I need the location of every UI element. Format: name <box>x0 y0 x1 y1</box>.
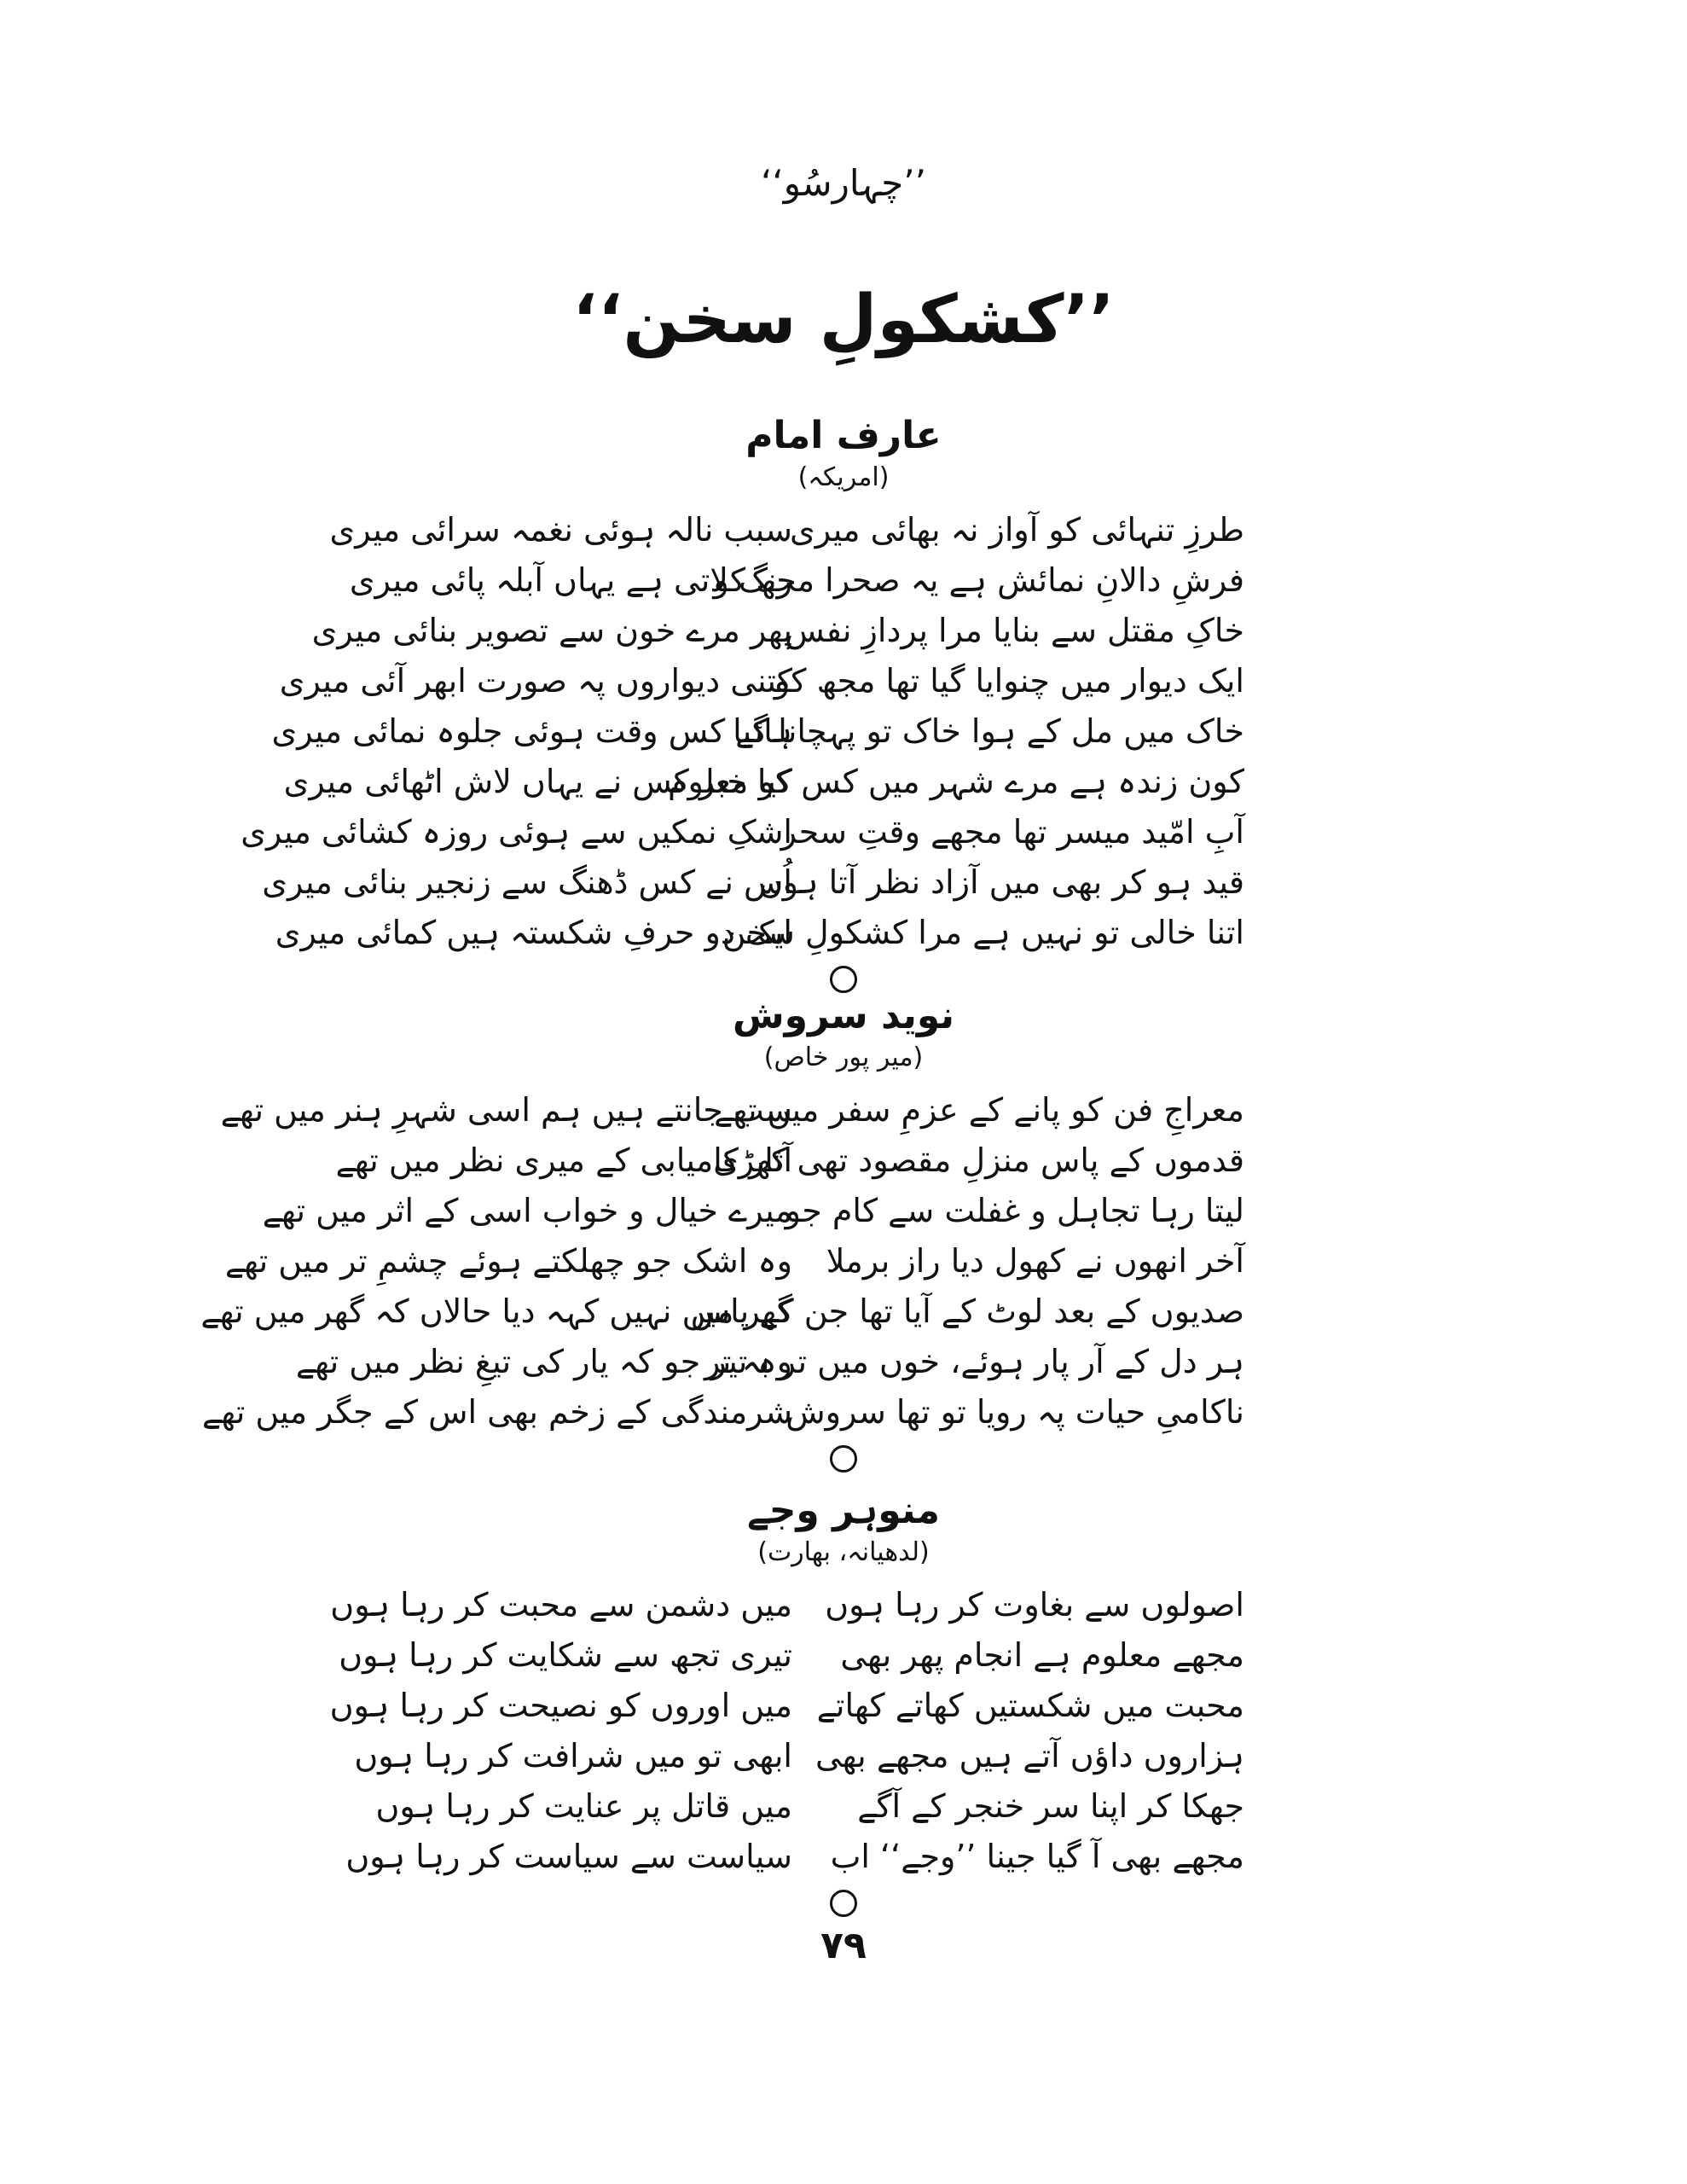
couplet <box>0 1831 1687 1881</box>
misra-second: اُس نے کس ڈھنگ سے زنجیر بنائی میری <box>262 863 792 901</box>
misra-second: میں دشمن سے محبت کر رہا ہوں <box>330 1585 792 1623</box>
misra-first: قدموں کے پاس منزلِ مقصود تھی کھڑی <box>713 1141 1244 1179</box>
misra-first: خاکِ مقتل سے بنایا مرا پردازِ نفس <box>785 611 1244 649</box>
section-title: ’’کشکولِ سخن‘‘ <box>572 282 1115 358</box>
circle-separator-icon <box>0 1890 1687 1920</box>
misra-first: طرزِ تنہائی کو آواز نہ بھائی میری <box>789 510 1244 549</box>
misra-second: رنگ لاتی ہے یہاں آبلہ پائی میری <box>349 561 792 599</box>
couplet <box>0 706 1687 756</box>
couplet <box>0 504 1687 555</box>
circle-separator-icon <box>0 966 1687 996</box>
misra-first: اصولوں سے بغاوت کر رہا ہوں <box>825 1585 1244 1623</box>
misra-first: لیتا رہا تجاہل و غفلت سے کام جو <box>785 1191 1244 1229</box>
poet-name: منوہر وجے <box>746 1489 941 1532</box>
misra-second: سبب نالہ ہوئی نغمہ سرائی میری <box>329 510 792 549</box>
couplet <box>0 907 1687 957</box>
misra-first: قید ہو کر بھی میں آزاد نظر آتا ہوں <box>758 863 1244 901</box>
couplet <box>0 1185 1687 1235</box>
misra-first: ہر دل کے آر پار ہوئے، خوں میں تر بہ تر <box>704 1342 1244 1380</box>
misra-first: محبت میں شکستیں کھاتے کھاتے <box>816 1686 1244 1724</box>
misra-second: سب جانتے ہیں ہم اسی شہرِ ہنر میں تھے <box>220 1090 792 1129</box>
misra-second: وہ اشک جو چھلکتے ہوئے چشمِ تر میں تھے <box>224 1241 792 1280</box>
couplet <box>0 605 1687 655</box>
couplet <box>0 555 1687 605</box>
misra-first: جھکا کر اپنا سر خنجر کے آگے <box>857 1786 1244 1825</box>
misra-first: خاک میں مل کے ہوا خاک تو پہچانا گیا <box>733 712 1244 750</box>
poem-section-2 <box>0 994 1687 1476</box>
misra-first: اتنا خالی تو نہیں ہے مرا کشکولِ سخن <box>722 913 1244 951</box>
misra-second: ایک دو حرفِ شکستہ ہیں کمائی میری <box>275 913 792 951</box>
misra-second: گھر میں نہیں کہہ دیا حالاں کہ گھر میں تھے <box>200 1292 792 1330</box>
couplet <box>0 1336 1687 1386</box>
misra-first: مجھے معلوم ہے انجام پھر بھی <box>840 1635 1244 1674</box>
misra-second: ابھی تو میں شرافت کر رہا ہوں <box>354 1736 792 1774</box>
misra-second: سیاست سے سیاست کر رہا ہوں <box>345 1837 792 1875</box>
misra-second: میرے خیال و خواب اسی کے اثر میں تھے <box>262 1191 792 1229</box>
poet-name: عارف امام <box>745 414 942 457</box>
misra-first: مجھے بھی آ گیا جینا ’’وجے‘‘ اب <box>830 1837 1244 1875</box>
misra-second: میں قاتل پر عنایت کر رہا ہوں <box>375 1786 792 1825</box>
couplet <box>0 806 1687 857</box>
ghazal <box>0 504 1687 957</box>
misra-first: آخر انھوں نے کھول دیا راز برملا <box>826 1241 1244 1280</box>
misra-first: فرشِ دالانِ نمائش ہے یہ صحرا مجھ کو <box>713 561 1244 599</box>
page-number: ۷۹ <box>820 1924 867 1967</box>
magazine-header: ’’چہارسُو‘‘ <box>761 162 926 204</box>
misra-first: ناکامیِ حیات پہ رویا تو تھا سروش <box>786 1392 1244 1431</box>
misra-second: آثار کامیابی کے میری نظر میں تھے <box>335 1141 792 1179</box>
couplet <box>0 1286 1687 1336</box>
misra-first: ہزاروں داؤں آتے ہیں مجھے بھی <box>815 1736 1244 1774</box>
ghazal <box>0 1579 1687 1881</box>
poet-place: (امریکہ) <box>797 462 890 492</box>
misra-second: ہائے کس وقت ہوئی جلوہ نمائی میری <box>271 712 792 750</box>
couplet <box>0 1084 1687 1135</box>
misra-second: میں اوروں کو نصیحت کر رہا ہوں <box>329 1686 792 1724</box>
misra-first: آبِ امّید میسر تھا مجھے وقتِ سحر <box>780 812 1244 851</box>
misra-first: معراجِ فن کو پانے کے عزمِ سفر میں تھے <box>714 1090 1244 1129</box>
couplet <box>0 1235 1687 1286</box>
poet-place: (میر پور خاص) <box>763 1043 924 1072</box>
couplet <box>0 1135 1687 1185</box>
couplet <box>0 1386 1687 1437</box>
couplet <box>0 1680 1687 1730</box>
misra-first: کون زندہ ہے مرے شہر میں کس کو معلوم <box>667 762 1244 800</box>
misra-second: وہ تیر جو کہ یار کی تیغِ نظر میں تھے <box>295 1342 792 1380</box>
couplet <box>0 1579 1687 1629</box>
circle-separator-icon <box>0 1445 1687 1476</box>
poet-place: (لدھیانہ، بھارت) <box>757 1537 930 1567</box>
couplet <box>0 756 1687 806</box>
misra-second: کیا خبر کس نے یہاں لاش اٹھائی میری <box>283 762 792 800</box>
couplet <box>0 1780 1687 1831</box>
misra-first: ایک دیوار میں چنوایا گیا تھا مجھ کو <box>774 661 1244 700</box>
misra-second: شرمندگی کے زخم بھی اس کے جگر میں تھے <box>201 1392 792 1431</box>
ghazal <box>0 1084 1687 1437</box>
poet-name: نوید سروش <box>732 994 955 1037</box>
misra-second: کتنی دیواروں پہ صورت ابھر آئی میری <box>279 661 792 700</box>
couplet <box>0 1730 1687 1780</box>
misra-second: تیری تجھ سے شکایت کر رہا ہوں <box>339 1635 792 1674</box>
poem-section-3 <box>0 1489 1687 1920</box>
misra-first: صدیوں کے بعد لوٹ کے آیا تھا جن کے پاس <box>690 1292 1244 1330</box>
couplet <box>0 655 1687 706</box>
couplet <box>0 1629 1687 1680</box>
couplet <box>0 857 1687 907</box>
poem-section-1 <box>0 414 1687 996</box>
misra-second: پھر مرے خون سے تصویر بنائی میری <box>311 611 792 649</box>
misra-second: اشکِ نمکیں سے ہوئی روزہ کشائی میری <box>241 812 792 851</box>
